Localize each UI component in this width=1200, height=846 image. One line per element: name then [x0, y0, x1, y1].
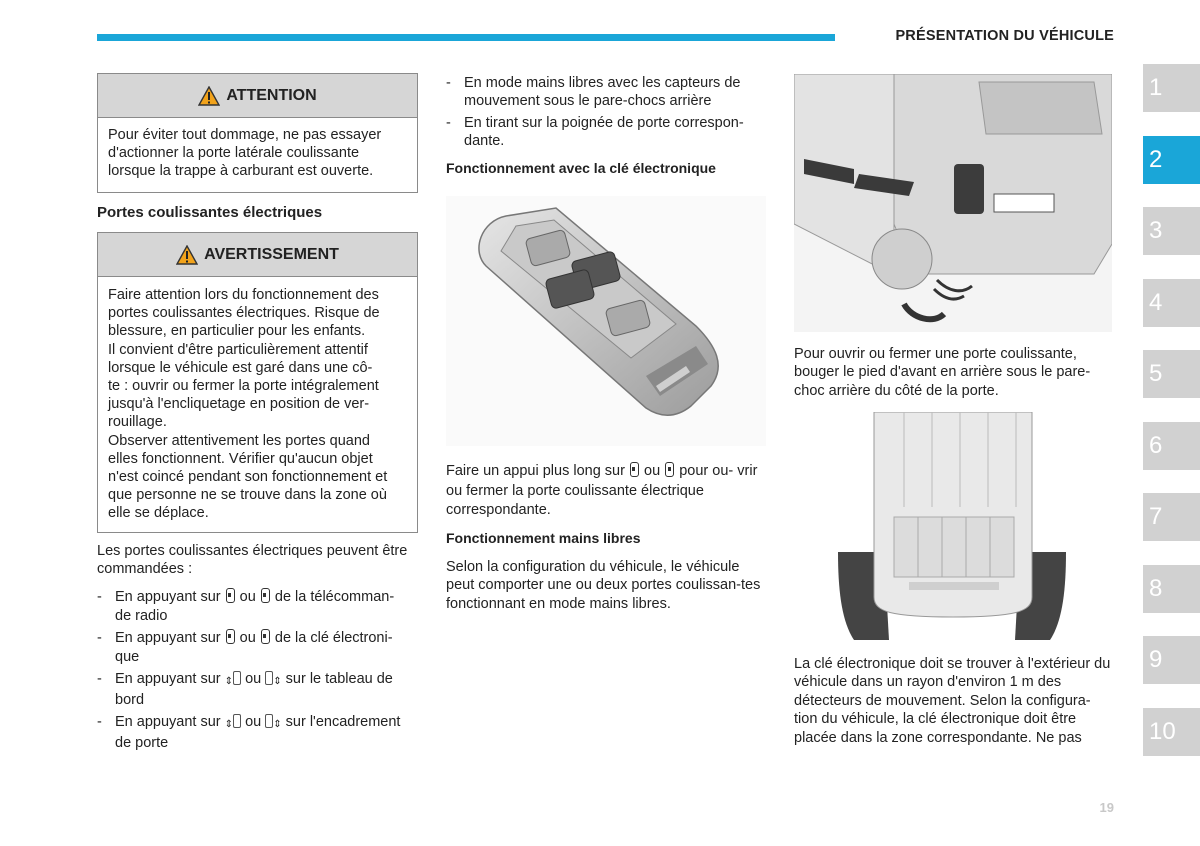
- handsfree-text: Selon la configuration du véhicule, le véhicule peut comporter une ou deux portes coulissan-tes fonctionnant en mode mains libres.: [446, 559, 761, 612]
- list-item: - En appuyant sur ou de la télécomman- de radio: [97, 588, 418, 626]
- body-line: portes coulissantes électriques. Risque de: [108, 305, 380, 322]
- key-button-icon: [261, 629, 270, 644]
- list-item: - En appuyant sur ou de la clé électroni- que: [97, 629, 418, 667]
- tab-label: 4: [1149, 289, 1163, 316]
- tab-label: 1: [1149, 74, 1163, 101]
- body-line: elles fonctionnent. Vérifier qu'aucun objet: [108, 450, 373, 467]
- chapter-tab-1[interactable]: [1143, 64, 1200, 112]
- tab-label: 6: [1149, 432, 1163, 459]
- chapter-tab-7[interactable]: [1143, 493, 1200, 541]
- tab-label: 3: [1149, 217, 1163, 244]
- body-line: blessure, en particulier pour les enfants.: [108, 323, 366, 340]
- heading-key: Fonctionnement avec la clé électronique: [446, 160, 716, 176]
- attention-body: Pour éviter tout dommage, ne pas essayer d'actionner la porte latérale coulissante lorsque la trappe à carburant est ouverte.: [108, 127, 382, 180]
- tab-label: 8: [1149, 575, 1163, 602]
- chapter-tab-5[interactable]: [1143, 350, 1200, 398]
- avertissement-header: [98, 233, 417, 277]
- proximity-text: La clé électronique doit se trouver à l'extérieur du véhicule dans un rayon d'environ 1 m des détecteurs de mouvement. Selon la configura-tion du véhicule, la clé électronique doit être placée dans la zone correspondante. Ne pas: [794, 656, 1111, 746]
- section-heading: Portes coulissantes électriques: [97, 204, 323, 221]
- page-number: 19: [1099, 800, 1114, 815]
- chapter-tab-4[interactable]: [1143, 279, 1200, 327]
- key-fob-illustration: [446, 196, 766, 446]
- key-button-icon: [665, 462, 674, 477]
- avertissement-title: AVERTISSEMENT: [204, 245, 339, 263]
- chapter-tab-8[interactable]: [1143, 565, 1200, 613]
- door-switch-icon: ⇕: [265, 714, 281, 734]
- list-item: - En mode mains libres avec les capteurs de mouvement sous le pare-chocs arrière: [446, 74, 766, 111]
- attention-title: ATTENTION: [226, 86, 317, 104]
- tab-label: 5: [1149, 360, 1163, 387]
- avertissement-body: [98, 277, 417, 533]
- key-button-icon: [261, 588, 270, 603]
- tab-label: 9: [1149, 646, 1163, 673]
- avertissement-box: [97, 232, 418, 533]
- list-item: - En tirant sur la poignée de porte correspon- dante.: [446, 114, 766, 151]
- chapter-tab-10[interactable]: [1143, 708, 1200, 756]
- section-title: PRÉSENTATION DU VÉHICULE: [895, 28, 1114, 44]
- chapter-tab-3[interactable]: [1143, 207, 1200, 255]
- mode-list: [446, 74, 766, 154]
- door-switch-icon: ⇕: [265, 671, 281, 691]
- tab-label: 10: [1149, 718, 1176, 745]
- body-line: jusqu'à l'encliquetage en position de ver-: [108, 396, 370, 413]
- key-button-icon: [226, 588, 235, 603]
- chapter-tab-2[interactable]: [1143, 136, 1200, 184]
- attention-box: [97, 73, 418, 193]
- key-text: Faire un appui plus long sur ou pour ou- vrir ou fermer la porte coulissante électrique correspondante.: [446, 463, 758, 518]
- foot-sensor-text: Pour ouvrir ou fermer une porte coulissante, bouger le pied d'avant en arrière sous le pare-choc arrière du côté de la porte.: [794, 346, 1091, 399]
- body-line: rouillage.: [108, 414, 167, 431]
- header-accent-bar: [97, 34, 835, 41]
- intro-text: Les portes coulissantes électriques peuvent être commandées :: [97, 543, 408, 578]
- attention-header: [98, 74, 417, 118]
- warning-triangle-icon: [176, 245, 198, 265]
- body-line: te : ouvrir ou fermer la porte intégralement: [108, 378, 379, 395]
- key-button-icon: [630, 462, 639, 477]
- warning-triangle-icon: [198, 86, 220, 106]
- body-line: Observer attentivement les portes quand: [108, 432, 370, 449]
- list-item: - En appuyant sur ⇕ ou ⇕ sur l'encadrement de porte: [97, 713, 418, 753]
- body-line: elle se déplace.: [108, 505, 209, 522]
- chapter-tab-6[interactable]: [1143, 422, 1200, 470]
- body-line: que personne ne se trouve dans la zone où: [108, 487, 387, 504]
- door-switch-icon: ⇕: [225, 671, 241, 691]
- tab-label: 7: [1149, 503, 1163, 530]
- command-list: [97, 588, 418, 756]
- body-line: Il convient d'être particulièrement attentif: [108, 341, 368, 358]
- heading-handsfree: Fonctionnement mains libres: [446, 530, 641, 546]
- van-rear-foot-sensor-illustration: [794, 74, 1112, 332]
- body-line: lorsque le véhicule est garé dans une cô-: [108, 359, 373, 376]
- tab-label: 2: [1149, 146, 1163, 173]
- key-button-icon: [226, 629, 235, 644]
- chapter-tab-9[interactable]: [1143, 636, 1200, 684]
- body-line: Faire attention lors du fonctionnement des: [108, 287, 379, 303]
- van-top-view-zones-illustration: [794, 412, 1112, 640]
- list-item: - En appuyant sur ⇕ ou ⇕ sur le tableau de bord: [97, 670, 418, 710]
- door-switch-icon: ⇕: [225, 714, 241, 734]
- body-line: n'est coincé pendant son fonctionnement et: [108, 469, 388, 486]
